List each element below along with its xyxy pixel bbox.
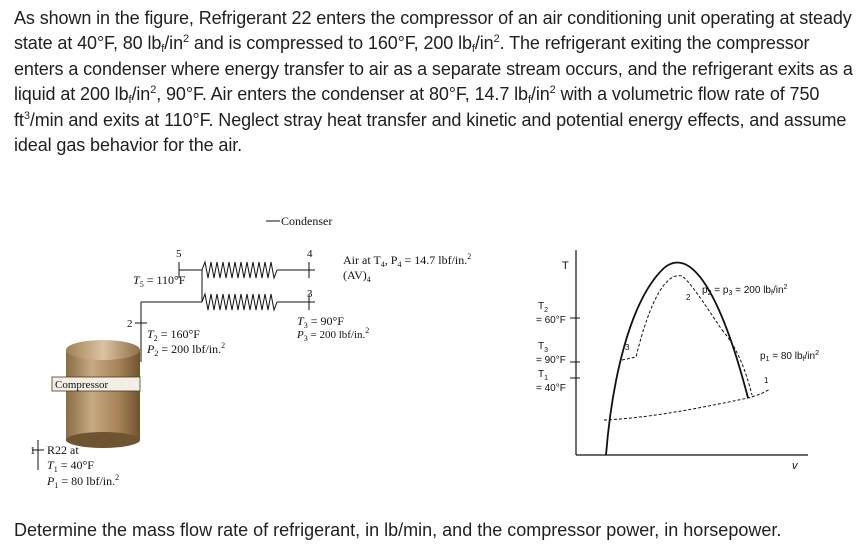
problem-text: with a volumetric flow rate of 750 ft: [14, 84, 820, 130]
r22-label: R22 at: [47, 443, 79, 457]
t1-label: $T_1 = 40^\circ F$: [47, 458, 94, 474]
air-volumetric-flow: $(AV)_4$: [343, 268, 371, 284]
problem-sub: f: [161, 43, 165, 56]
problem-text: , 90°F. Air enters the condenser at 80°F, 14.7 lb: [156, 84, 528, 105]
t3-axis-label: $T_3$: [538, 341, 549, 354]
problem-sup: 2: [549, 84, 556, 97]
state-3: 3: [307, 288, 313, 300]
point-1: 1: [764, 376, 769, 385]
problem-sub: f: [128, 94, 132, 107]
question-text: Determine the mass flow rate of refrigerant, in lb/min, and the compressor power, in horsepower.: [14, 520, 782, 540]
problem-text: /in: [474, 33, 494, 54]
tv-diagram: [536, 250, 819, 472]
t2-axis-label: $T_2$: [538, 301, 549, 314]
state-5: 5: [176, 248, 182, 260]
t1-axis-label: $T_1$: [538, 369, 549, 382]
compression-path: [722, 330, 752, 395]
problem-text: As shown in the figure, Refrigerant 22 enters the compressor of an air conditioning unit operating at steady state at 40°F, 80 lb: [14, 8, 852, 54]
p3-label: $P_3 = 200$ lbf/in.$^2$: [297, 326, 370, 343]
air-inlet-label: Air at $T_4$, $P_4 = 14.7$ lbf/in.$^2$: [343, 252, 472, 269]
p2-label: $P_2 = 200$ lbf/in.$^2$: [147, 341, 226, 358]
problem-sup: 3: [23, 109, 30, 122]
problem-text: /min and exits at 110°F. Neglect stray heat transfer and kinetic and potential energy effects, and assume ideal gas behavior for the air.: [14, 109, 847, 156]
condenser-label: Condenser: [281, 214, 333, 228]
problem-text: /in: [131, 84, 151, 105]
problem-text: /in: [530, 84, 550, 105]
state-2: 2: [127, 318, 133, 330]
isobar-low: [604, 389, 770, 420]
compressor-top: [66, 340, 140, 360]
p2-p3-label: $p_2 = p_3 = 200$ $lb_f/in^2$: [702, 284, 788, 297]
condenser-coil-bottom: [202, 294, 277, 310]
condenser-coil-top: [202, 262, 277, 278]
state-4: 4: [307, 248, 313, 260]
t2-label: $T_2 = 160^\circ F$: [147, 327, 200, 343]
problem-sub: f: [471, 43, 475, 56]
point-3: 3: [625, 343, 630, 352]
problem-text: and is compressed to 160°F, 200 lb: [189, 33, 472, 54]
t5-label: $T_5 = 110^\circ F$: [133, 273, 186, 289]
problem-sup: 2: [182, 33, 190, 46]
compressor-label: Compressor: [55, 379, 109, 391]
problem-text: /in: [164, 33, 183, 54]
problem-text: . The refrigerant exiting the compressor enters a condenser where energy transfer to air as a separate stream occurs, and the refrigerant exits as a liquid at 200 lb: [14, 33, 853, 105]
y-axis-label: T: [562, 260, 569, 272]
compressor-body: [66, 350, 140, 440]
t3-axis-value: = 90°F: [536, 355, 566, 366]
t2-axis-value: = 60°F: [536, 315, 566, 326]
p1-label-ts: $p_1 = 80$ $lb_f/in^2$: [760, 350, 819, 363]
problem-sub: f: [527, 94, 531, 107]
point-2: 2: [686, 293, 691, 302]
t1-axis-value: = 40°F: [536, 383, 566, 394]
t3-label: $T_3 = 90^\circ F$: [297, 314, 344, 330]
x-axis-label: v: [792, 460, 798, 472]
state-1: 1: [30, 445, 36, 457]
p1-label: $P_1 = 80$ lbf/in.$^2$: [47, 473, 120, 490]
problem-sup: 2: [150, 84, 157, 97]
problem-sup: 2: [493, 33, 500, 46]
